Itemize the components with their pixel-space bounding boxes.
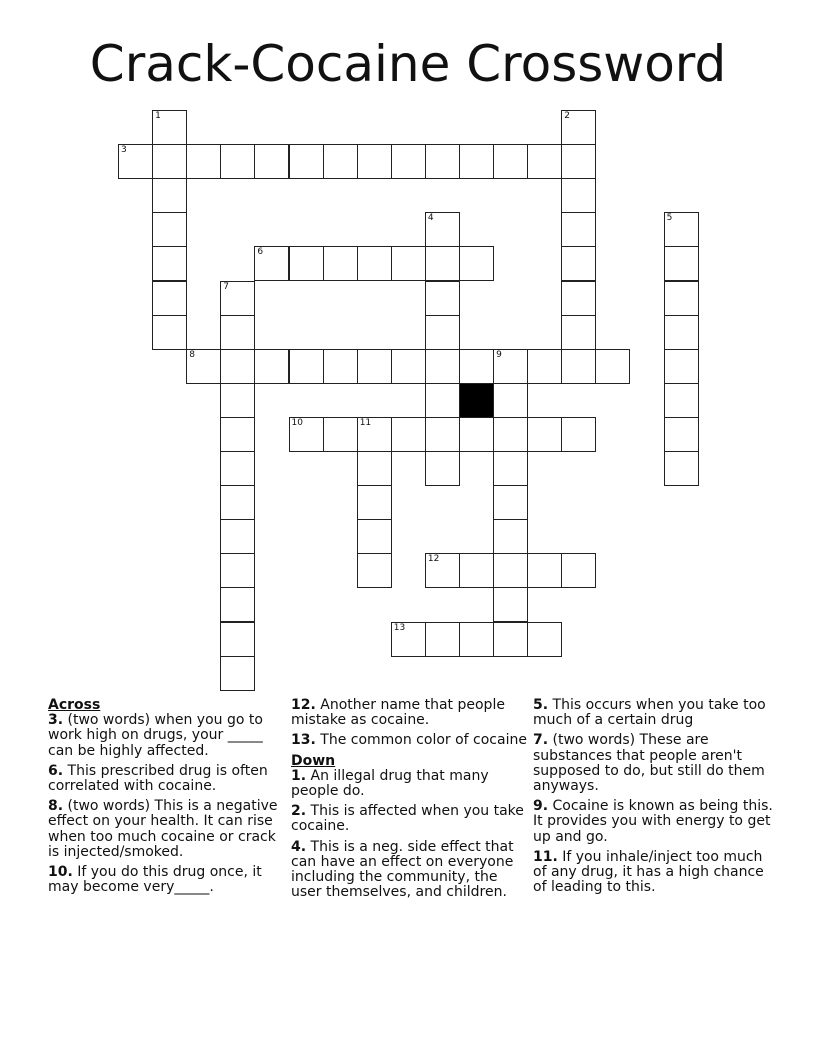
grid-cell[interactable] [664, 349, 699, 384]
grid-cell[interactable] [561, 553, 596, 588]
grid-cell[interactable] [561, 417, 596, 452]
cell-number: 7 [223, 281, 230, 292]
grid-cell[interactable] [425, 315, 460, 350]
clue-number: 1. [291, 767, 307, 784]
grid-cell[interactable] [664, 417, 699, 452]
grid-cell[interactable] [459, 553, 494, 588]
clues-column-2 [291, 698, 527, 905]
grid-cell[interactable] [493, 349, 528, 384]
clue-text: This prescribed drug is often correlated with cocaine. [48, 762, 268, 795]
grid-cell[interactable] [561, 349, 596, 384]
grid-cell[interactable] [664, 383, 699, 418]
grid-cell[interactable] [220, 656, 255, 691]
grid-cell[interactable] [357, 485, 392, 520]
grid-cell[interactable] [425, 383, 460, 418]
grid-cell[interactable] [493, 622, 528, 657]
cell-number: 2 [564, 111, 571, 121]
grid-cell[interactable] [254, 246, 289, 281]
grid-cell[interactable] [425, 622, 460, 657]
clue-across-8 [48, 799, 284, 860]
grid-cell[interactable] [527, 349, 562, 384]
clue-down-9 [533, 799, 773, 845]
grid-cell[interactable] [493, 519, 528, 554]
clue-text: This occurs when you take too much of a certain drug [533, 697, 766, 729]
grid-cell[interactable] [391, 246, 426, 281]
grid-cell[interactable] [391, 144, 426, 179]
cell-number: 3 [121, 145, 127, 156]
grid-cell[interactable] [220, 485, 255, 520]
clue-across-10 [48, 865, 284, 895]
grid-cell[interactable] [220, 417, 255, 452]
grid-cell[interactable] [220, 144, 255, 179]
clue-number: 10. [48, 864, 73, 881]
clue-number: 7. [533, 732, 549, 749]
grid-cell[interactable] [220, 281, 255, 316]
clue-number: 4. [291, 838, 307, 855]
grid-cell[interactable] [561, 110, 596, 145]
grid-cell[interactable] [357, 553, 392, 588]
grid-cell[interactable] [220, 622, 255, 657]
down-heading: Down [291, 752, 336, 769]
clue-text: This is affected when you take cocaine. [291, 803, 524, 835]
clue-down-2 [291, 804, 527, 834]
grid-cell[interactable] [425, 144, 460, 179]
grid-cell[interactable] [459, 417, 494, 452]
clues-column-3 [533, 698, 773, 900]
grid-cell[interactable] [220, 451, 255, 486]
grid-cell[interactable] [357, 519, 392, 554]
clue-text: Another name that people mistake as cocaine. [291, 697, 505, 729]
grid-cell[interactable] [152, 246, 187, 281]
grid-cell[interactable] [391, 622, 426, 657]
grid-cell[interactable] [289, 349, 324, 384]
grid-cell[interactable] [323, 417, 358, 452]
grid-cell[interactable] [152, 212, 187, 247]
grid-cell[interactable] [357, 349, 392, 384]
grid-cell[interactable] [186, 144, 221, 179]
grid-cell[interactable] [391, 349, 426, 384]
clue-number: 6. [48, 762, 64, 779]
grid-cell[interactable] [220, 519, 255, 554]
grid-cell[interactable] [357, 144, 392, 179]
clue-down-11 [533, 850, 773, 896]
clue-text: An illegal drug that many people do. [291, 767, 489, 800]
clue-down-4 [291, 840, 527, 901]
grid-cell[interactable] [493, 485, 528, 520]
cell-number: 12 [427, 554, 440, 565]
grid-cell[interactable] [254, 144, 289, 179]
grid-cell[interactable] [493, 451, 528, 486]
grid-cell[interactable] [527, 553, 562, 588]
grid-cell[interactable] [220, 383, 255, 418]
clue-text: If you do this drug once, it may become very_____. [48, 864, 262, 896]
cell-number: 5 [666, 213, 673, 224]
clue-number: 3. [48, 712, 64, 729]
clue-text: (two words) These are substances that people aren't supposed to do, but still do them anyways. [533, 732, 765, 795]
grid-cell[interactable] [527, 417, 562, 452]
cell-number: 1 [155, 111, 161, 121]
clue-text: The common color of cocaine [315, 732, 527, 749]
grid-cell[interactable] [152, 178, 187, 213]
grid-cell[interactable] [561, 246, 596, 281]
grid-cell[interactable] [391, 417, 426, 452]
grid-cell[interactable] [561, 281, 596, 316]
grid-cell[interactable] [664, 451, 699, 486]
grid-cell[interactable] [561, 315, 596, 350]
grid-cell[interactable] [289, 246, 324, 281]
grid-cell[interactable] [493, 144, 528, 179]
clue-down-1 [291, 769, 527, 799]
grid-cell[interactable] [152, 144, 187, 179]
grid-cell[interactable] [595, 349, 630, 384]
grid-cell[interactable] [664, 212, 699, 247]
grid-cell[interactable] [664, 315, 699, 350]
grid-cell[interactable] [493, 417, 528, 452]
grid-cell[interactable] [357, 451, 392, 486]
clue-text: This is a neg. side effect that can have an effect on everyone including the community, the user themselves, and children. [291, 838, 514, 901]
grid-cell[interactable] [527, 144, 562, 179]
grid-cell[interactable] [186, 349, 221, 384]
grid-cell[interactable] [220, 349, 255, 384]
clue-text: (two words) This is a negative effect on your health. It can rise when too much cocaine or crack is injected/smoked. [48, 798, 278, 860]
grid-cell[interactable] [425, 417, 460, 452]
grid-cell[interactable] [425, 349, 460, 384]
grid-cell[interactable] [357, 246, 392, 281]
clue-number: 5. [533, 697, 549, 713]
grid-cell[interactable] [152, 110, 187, 145]
grid-cell[interactable] [289, 417, 324, 452]
grid-cell[interactable] [425, 281, 460, 316]
cell-number: 10 [291, 417, 303, 428]
grid-cell[interactable] [459, 349, 494, 384]
clue-down-5 [533, 698, 773, 728]
grid-cell[interactable] [220, 315, 255, 350]
grid-cell[interactable] [527, 622, 562, 657]
cell-number: 6 [257, 247, 264, 258]
grid-cell[interactable] [664, 246, 699, 281]
clue-number: 13. [291, 732, 316, 749]
grid-cell[interactable] [459, 246, 494, 281]
clue-across-3 [48, 713, 284, 759]
black-cell [459, 383, 494, 418]
grid-cell[interactable] [289, 144, 324, 179]
clue-number: 8. [48, 798, 64, 815]
grid-cell[interactable] [254, 349, 289, 384]
grid-cell[interactable] [220, 553, 255, 588]
page-title: Crack-Cocaine Crossword [89, 35, 727, 93]
clue-text: (two words) when you go to work high on drugs, your _____ can be highly affected. [48, 712, 263, 759]
clue-across-13 [291, 733, 527, 748]
grid-cell[interactable] [323, 349, 358, 384]
grid-cell[interactable] [493, 383, 528, 418]
clue-across-6 [48, 764, 284, 794]
grid-cell[interactable] [152, 281, 187, 316]
grid-cell[interactable] [425, 553, 460, 588]
grid-cell[interactable] [561, 178, 596, 213]
cell-number: 11 [359, 417, 372, 428]
clue-number: 9. [533, 798, 549, 815]
grid-cell[interactable] [459, 144, 494, 179]
grid-cell[interactable] [323, 144, 358, 179]
clue-number: 2. [291, 803, 307, 820]
grid-cell[interactable] [323, 246, 358, 281]
clue-number: 12. [291, 697, 316, 713]
grid-cell[interactable] [425, 212, 460, 247]
cell-number: 8 [189, 349, 195, 360]
clues-column-1 [48, 698, 284, 900]
grid-cell[interactable] [493, 587, 528, 622]
clue-across-12 [291, 698, 527, 728]
grid-cell[interactable] [357, 417, 392, 452]
grid-cell[interactable] [664, 281, 699, 316]
across-heading: Across [48, 697, 101, 713]
grid-cell[interactable] [425, 246, 460, 281]
grid-cell[interactable] [493, 553, 528, 588]
grid-cell[interactable] [425, 451, 460, 486]
cell-number: 9 [496, 349, 502, 360]
grid-cell[interactable] [118, 144, 153, 179]
grid-cell[interactable] [561, 144, 596, 179]
clue-text: Cocaine is known as being this. It provides you with energy to get up and go. [533, 798, 773, 845]
cell-number: 13 [393, 622, 406, 633]
grid-cell[interactable] [152, 315, 187, 350]
grid-cell[interactable] [220, 587, 255, 622]
grid-cell[interactable] [561, 212, 596, 247]
clue-text: If you inhale/inject too much of any drug, it has a high chance of leading to this. [533, 848, 764, 896]
clue-down-7 [533, 733, 773, 794]
clue-number: 11. [533, 848, 558, 865]
cell-number: 4 [427, 213, 434, 224]
grid-cell[interactable] [459, 622, 494, 657]
